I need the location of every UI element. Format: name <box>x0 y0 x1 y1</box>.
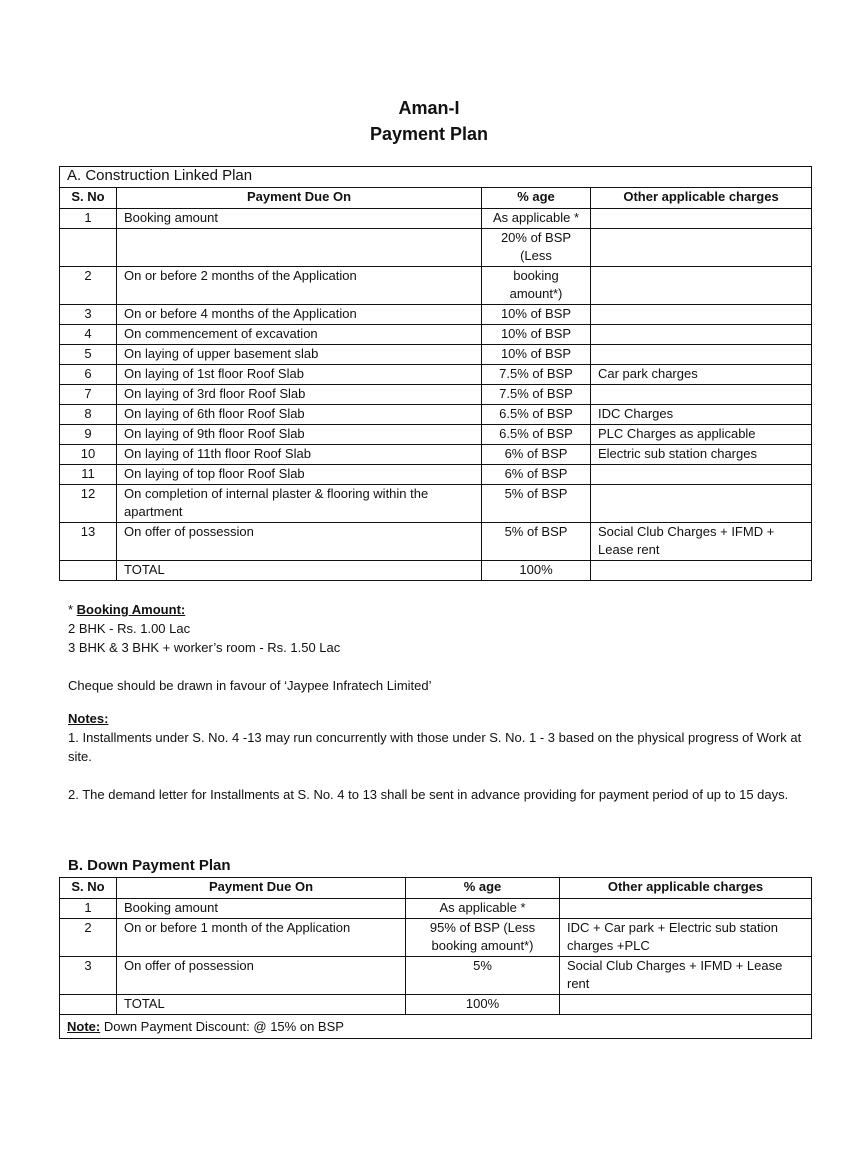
sno-cell: 8 <box>60 405 117 425</box>
table-row <box>60 229 812 267</box>
due-cell: On commencement of excavation <box>117 325 482 345</box>
due-cell: On laying of 9th floor Roof Slab <box>117 425 482 445</box>
other-cell <box>591 465 812 485</box>
pct-cell: 10% of BSP <box>482 345 591 365</box>
pct-cell: 5% of BSP <box>482 485 591 523</box>
sno-cell <box>60 229 117 267</box>
booking-line: 3 BHK & 3 BHK + worker’s room - Rs. 1.50 Lac <box>68 640 341 655</box>
other-cell <box>591 325 812 345</box>
other-cell <box>591 345 812 365</box>
asterisk: * <box>68 602 77 617</box>
col-header-sno: S. No <box>60 188 117 209</box>
other-cell <box>560 995 812 1015</box>
sno-cell: 3 <box>60 305 117 325</box>
table-row <box>60 485 812 523</box>
other-cell <box>591 305 812 325</box>
notes-heading: Notes: <box>68 711 109 726</box>
pct-cell: As applicable * <box>406 899 560 919</box>
col-header-due: Payment Due On <box>117 878 406 899</box>
due-cell: On completion of internal plaster & flooring within the apartment <box>117 485 482 523</box>
sno-cell: 9 <box>60 425 117 445</box>
other-cell <box>591 485 812 523</box>
booking-amount-heading <box>68 600 340 619</box>
col-header-other: Other applicable charges <box>560 878 812 899</box>
table-row <box>60 345 812 365</box>
col-header-pct: % age <box>482 188 591 209</box>
pct-cell: 6.5% of BSP <box>482 425 591 445</box>
footer-note <box>60 1015 812 1039</box>
total-pct: 100% <box>406 995 560 1015</box>
sno-cell: 13 <box>60 523 117 561</box>
due-cell: On offer of possession <box>117 523 482 561</box>
table-row <box>60 365 812 385</box>
due-cell: On or before 4 months of the Application <box>117 305 482 325</box>
due-cell: On offer of possession <box>117 957 406 995</box>
pct-cell: 95% of BSP (Less booking amount*) <box>406 919 560 957</box>
sno-cell: 2 <box>60 919 117 957</box>
table-row <box>60 267 812 305</box>
booking-amount-title: Booking Amount: <box>76 602 186 617</box>
total-row <box>60 561 812 581</box>
total-label: TOTAL <box>117 995 406 1015</box>
down-payment-plan-table <box>59 877 812 1039</box>
sno-cell: 4 <box>60 325 117 345</box>
note-item: 1. Installments under S. No. 4 -13 may run concurrently with those under S. No. 1 - 3 based on the physical progress of Work at site. <box>68 730 802 764</box>
footer-note-text: Down Payment Discount: @ 15% on BSP <box>100 1019 344 1034</box>
due-cell: On laying of 11th floor Roof Slab <box>117 445 482 465</box>
table-row <box>60 325 812 345</box>
pct-cell: 5% <box>406 957 560 995</box>
construction-linked-plan-table <box>59 166 812 581</box>
other-cell <box>591 267 812 305</box>
footer-note-row <box>60 1015 812 1039</box>
due-cell: Booking amount <box>117 899 406 919</box>
pct-cell: 6.5% of BSP <box>482 405 591 425</box>
total-pct: 100% <box>482 561 591 581</box>
table-row <box>60 465 812 485</box>
table-row <box>60 523 812 561</box>
col-header-other: Other applicable charges <box>591 188 812 209</box>
header-row <box>60 188 812 209</box>
due-cell: On laying of 1st floor Roof Slab <box>117 365 482 385</box>
down-payment-section-title: B. Down Payment Plan <box>68 857 231 874</box>
sno-cell <box>60 995 117 1015</box>
sno-cell: 3 <box>60 957 117 995</box>
other-cell: PLC Charges as applicable <box>591 425 812 445</box>
table-row <box>60 305 812 325</box>
col-header-pct: % age <box>406 878 560 899</box>
sno-cell: 7 <box>60 385 117 405</box>
sno-cell <box>60 561 117 581</box>
pct-cell: As applicable * <box>482 209 591 229</box>
pct-cell: 6% of BSP <box>482 465 591 485</box>
other-cell: IDC Charges <box>591 405 812 425</box>
other-cell: Electric sub station charges <box>591 445 812 465</box>
pct-cell: 7.5% of BSP <box>482 365 591 385</box>
table-row <box>60 445 812 465</box>
other-cell: Social Club Charges + IFMD + Lease rent <box>560 957 812 995</box>
sno-cell: 6 <box>60 365 117 385</box>
table-row <box>60 425 812 445</box>
other-cell <box>560 899 812 919</box>
due-cell: On laying of 3rd floor Roof Slab <box>117 385 482 405</box>
page-title: Payment Plan <box>369 124 489 144</box>
due-cell: On laying of 6th floor Roof Slab <box>117 405 482 425</box>
notes-block <box>68 709 813 804</box>
due-cell <box>117 229 482 267</box>
table-row <box>60 209 812 229</box>
due-cell: On or before 2 months of the Application <box>117 267 482 305</box>
section-title: A. Construction Linked Plan <box>60 167 812 188</box>
total-row <box>60 995 812 1015</box>
cheque-note: Cheque should be drawn in favour of ‘Jaypee Infratech Limited’ <box>68 678 432 693</box>
pct-cell: 10% of BSP <box>482 305 591 325</box>
section-title-row <box>60 167 812 188</box>
due-cell: Booking amount <box>117 209 482 229</box>
sno-cell: 2 <box>60 267 117 305</box>
sno-cell: 12 <box>60 485 117 523</box>
other-cell <box>591 385 812 405</box>
footer-note-label: Note: <box>67 1019 101 1034</box>
pct-cell: 20% of BSP (Less <box>482 229 591 267</box>
other-cell <box>591 209 812 229</box>
col-header-sno: S. No <box>60 878 117 899</box>
other-cell: Social Club Charges + IFMD + Lease rent <box>591 523 812 561</box>
sno-cell: 1 <box>60 209 117 229</box>
other-cell <box>591 229 812 267</box>
pct-cell: 6% of BSP <box>482 445 591 465</box>
pct-cell: booking amount*) <box>482 267 591 305</box>
pct-cell: 5% of BSP <box>482 523 591 561</box>
sno-cell: 5 <box>60 345 117 365</box>
sno-cell: 11 <box>60 465 117 485</box>
due-cell: On or before 1 month of the Application <box>117 919 406 957</box>
table-row <box>60 899 812 919</box>
pct-cell: 7.5% of BSP <box>482 385 591 405</box>
col-header-due: Payment Due On <box>117 188 482 209</box>
note-item: 2. The demand letter for Installments at S. No. 4 to 13 shall be sent in advance providing for payment period of up to 15 days. <box>68 787 789 802</box>
other-cell: IDC + Car park + Electric sub station charges +PLC <box>560 919 812 957</box>
due-cell: On laying of top floor Roof Slab <box>117 465 482 485</box>
pct-cell: 10% of BSP <box>482 325 591 345</box>
table-row <box>60 957 812 995</box>
booking-line: 2 BHK - Rs. 1.00 Lac <box>68 621 191 636</box>
other-cell: Car park charges <box>591 365 812 385</box>
sno-cell: 10 <box>60 445 117 465</box>
project-name: Aman-I <box>398 98 460 118</box>
other-cell <box>591 561 812 581</box>
table-row <box>60 405 812 425</box>
header-row <box>60 878 812 899</box>
booking-amount-block <box>68 600 340 657</box>
table-row <box>60 385 812 405</box>
sno-cell: 1 <box>60 899 117 919</box>
table-row <box>60 919 812 957</box>
total-label: TOTAL <box>117 561 482 581</box>
due-cell: On laying of upper basement slab <box>117 345 482 365</box>
